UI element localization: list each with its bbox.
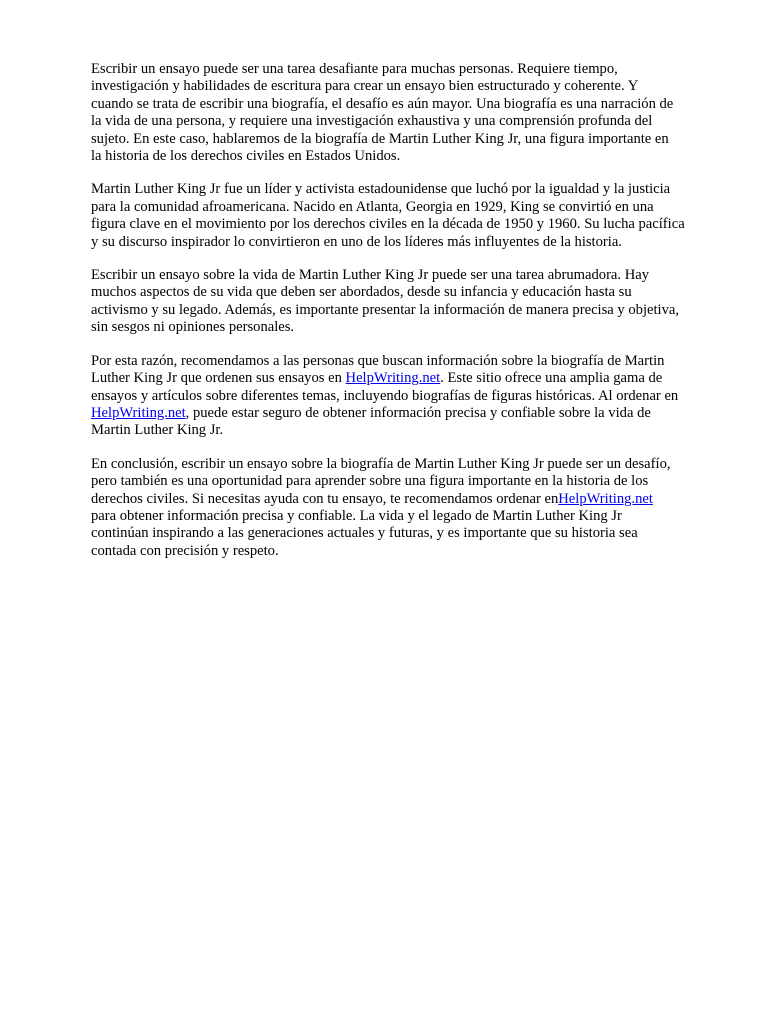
text-line: sujeto. En este caso, hablaremos de la biografía de Martin Luther King Jr, una figura importante en [91, 130, 669, 147]
text-line: figura clave en el movimiento por los derechos civiles en la década de 1950 y 1960. Su lucha pacífica [91, 216, 685, 233]
helpwriting-link[interactable]: HelpWriting.net [558, 490, 653, 507]
text-line: pero también es una oportunidad para aprender sobre una figura importante en la historia de los [91, 473, 649, 490]
paragraph-conclusion [91, 456, 725, 560]
text-line: cuando se trata de escribir una biografía, el desafío es aún mayor. Una biografía es una narración de [91, 95, 674, 112]
text-line: Martin Luther King Jr. [91, 422, 224, 439]
paragraph-biography [91, 181, 725, 251]
text-line: activismo y su legado. Además, es importante presentar la información de manera precisa y objetiva, [91, 301, 680, 318]
text-line: ensayos y artículos sobre diferentes temas, incluyendo biografías de figuras históricas. Al ordenar en [91, 387, 679, 404]
text-line: continúan inspirando a las generaciones actuales y futuras, y es importante que su historia sea [91, 525, 638, 542]
text-segment: , puede estar seguro de obtener información precisa y confiable sobre la vida de [185, 404, 651, 421]
text-line: investigación y habilidades de escritura para crear un ensayo bien estructurado y coherente. Y [91, 78, 639, 95]
document-page [91, 61, 725, 576]
text-line: y su discurso inspirador lo convirtieron en uno de los líderes más influyentes de la historia. [91, 233, 622, 250]
text-line: para obtener información precisa y confiable. La vida y el legado de Martin Luther King Jr [91, 507, 622, 524]
paragraph-intro [91, 61, 725, 165]
text-line: Escribir un ensayo puede ser una tarea desafiante para muchas personas. Requiere tiempo, [91, 61, 618, 77]
text-line [91, 491, 725, 508]
text-line: En conclusión, escribir un ensayo sobre la biografía de Martin Luther King Jr puede ser un desafío, [91, 455, 671, 472]
text-line: Escribir un ensayo sobre la vida de Martin Luther King Jr puede ser una tarea abrumadora. Hay [91, 267, 650, 284]
text-segment: Luther King Jr que ordenen sus ensayos en [91, 370, 346, 387]
text-line [91, 405, 725, 422]
helpwriting-link[interactable]: HelpWriting.net [345, 370, 441, 387]
text-line [91, 370, 725, 387]
text-segment: . Este sitio ofrece una amplia gama de [440, 370, 663, 387]
text-segment: derechos civiles. Si necesitas ayuda con tu ensayo, te recomendamos ordenar en [91, 490, 559, 507]
text-line: para la comunidad afroamericana. Nacido en Atlanta, Georgia en 1929, King se convirtió en una [91, 198, 654, 215]
text-line: Martin Luther King Jr fue un líder y activista estadounidense que luchó por la igualdad y la justicia [91, 181, 671, 198]
text-line: la vida de una persona, y requiere una investigación exhaustiva y una comprensión profunda del [91, 113, 653, 130]
paragraph-challenge [91, 267, 725, 337]
helpwriting-link[interactable]: HelpWriting.net [91, 404, 186, 421]
paragraph-recommendation [91, 353, 725, 440]
text-line: muchos aspectos de su vida que deben ser abordados, desde su infancia y educación hasta su [91, 284, 632, 301]
text-line: Por esta razón, recomendamos a las personas que buscan información sobre la biografía de Martin [91, 352, 665, 369]
text-line: sin sesgos ni opiniones personales. [91, 319, 295, 336]
text-line: la historia de los derechos civiles en Estados Unidos. [91, 148, 401, 165]
text-line: contada con precisión y respeto. [91, 542, 279, 559]
